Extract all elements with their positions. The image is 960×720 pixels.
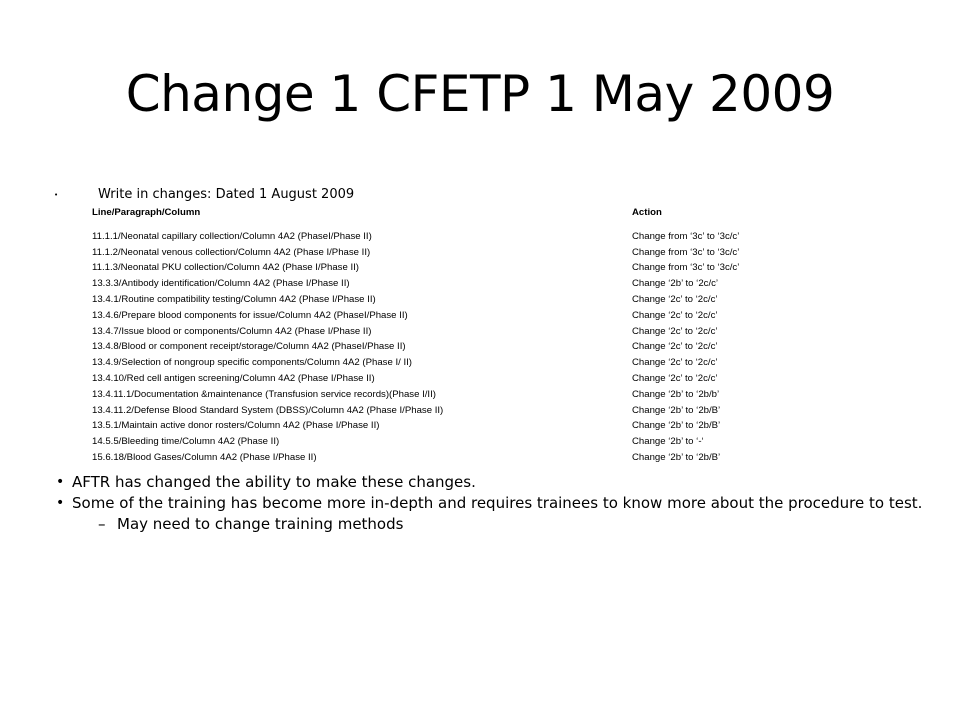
table-cell-line: 13.5.1/Maintain active donor rosters/Column 4A2 (Phase I/Phase II) [92, 420, 380, 432]
table-row [92, 371, 934, 387]
table-cell-line: 15.6.18/Blood Gases/Column 4A2 (Phase I/Phase II) [92, 451, 317, 463]
intro-bullet [54, 186, 934, 204]
table-cell-action: Change ‘2c’ to ‘2c/c’ [632, 372, 718, 384]
table-cell-line: 13.4.7/Issue blood or components/Column 4A2 (Phase I/Phase II) [92, 325, 372, 337]
bullet-training-text: Some of the training has become more in-depth and requires trainees to know more about the procedure to test. [72, 493, 923, 512]
table-header-line: Line/Paragraph/Column [92, 207, 201, 218]
table-row [92, 308, 934, 324]
table-cell-action: Change ‘2b’ to ‘2c/c’ [632, 278, 719, 290]
table-cell-line: 13.4.1/Routine compatibility testing/Column 4A2 (Phase I/Phase II) [92, 293, 376, 305]
table-cell-line: 11.1.2/Neonatal venous collection/Column 4A2 (Phase I/Phase II) [92, 246, 371, 258]
table-row [92, 403, 934, 419]
table-cell-line: 13.4.10/Red cell antigen screening/Column 4A2 (Phase I/Phase II) [92, 372, 375, 384]
table-cell-line: 13.4.11.2/Defense Blood Standard System (DBSS)/Column 4A2 (Phase I/Phase II) [92, 404, 444, 416]
changes-table [92, 205, 934, 466]
table-cell-action: Change ‘2b’ to ‘2b/B’ [632, 420, 721, 432]
table-cell-line: 13.4.6/Prepare blood components for issue/Column 4A2 (PhaseI/Phase II) [92, 309, 408, 321]
table-spacer [92, 221, 934, 229]
bullet-training [54, 495, 934, 512]
dash-icon: – [98, 514, 106, 533]
slide-title: Change 1 CFETP 1 May 2009 [125, 65, 835, 123]
bullet-aftr [54, 474, 934, 491]
table-row [92, 292, 934, 308]
slide-body [54, 186, 934, 533]
table-cell-action: Change ‘2b’ to ‘2b/B’ [632, 404, 721, 416]
table-row [92, 418, 934, 434]
table-row [92, 434, 934, 450]
table-cell-action: Change ‘2b’ to ‘-‘ [632, 436, 704, 448]
table-header-row [92, 205, 934, 221]
table-cell-line: 13.4.8/Blood or component receipt/storage/Column 4A2 (PhaseI/Phase II) [92, 341, 406, 353]
table-cell-line: 14.5.5/Bleeding time/Column 4A2 (Phase II) [92, 436, 280, 448]
table-cell-line: 13.3.3/Antibody identification/Column 4A2 (Phase I/Phase II) [92, 278, 350, 290]
table-row [92, 276, 934, 292]
table-row [92, 387, 934, 403]
table-cell-line: 13.4.9/Selection of nongroup specific components/Column 4A2 (Phase I/ II) [92, 357, 412, 369]
table-row [92, 324, 934, 340]
table-row [92, 355, 934, 371]
table-cell-action: Change ‘2c’ to ‘2c/c’ [632, 341, 718, 353]
table-cell-line: 11.1.3/Neonatal PKU collection/Column 4A2 (Phase I/Phase II) [92, 262, 359, 274]
table-row [92, 450, 934, 466]
table-row [92, 260, 934, 276]
table-cell-action: Change from ‘3c’ to ‘3c/c’ [632, 246, 740, 258]
table-cell-action: Change from ‘3c’ to ‘3c/c’ [632, 262, 740, 274]
bullet-dot-icon: • [56, 494, 65, 511]
table-cell-action: Change ‘2c’ to ‘2c/c’ [632, 309, 718, 321]
table-cell-action: Change ‘2c’ to ‘2c/c’ [632, 325, 718, 337]
table-header-action: Action [632, 207, 662, 218]
table-cell-action: Change ‘2b’ to ‘2b/b’ [632, 388, 720, 400]
table-cell-action: Change ‘2c’ to ‘2c/c’ [632, 357, 718, 369]
sub-bullet-text: May need to change training methods [117, 514, 404, 533]
sub-bullet-methods [54, 516, 934, 533]
table-row [92, 229, 934, 245]
table-row [92, 245, 934, 261]
bullet-dot-icon: • [56, 473, 65, 490]
intro-bullet-text: Write in changes: Dated 1 August 2009 [98, 187, 355, 202]
bullet-aftr-text: AFTR has changed the ability to make these changes. [72, 472, 476, 491]
table-cell-line: 13.4.11.1/Documentation &maintenance (Transfusion service records)(Phase I/II) [92, 388, 436, 400]
table-row [92, 339, 934, 355]
table-rows [92, 229, 934, 466]
table-cell-action: Change ‘2b’ to ‘2b/B’ [632, 451, 721, 463]
table-cell-action: Change ‘2c’ to ‘2c/c’ [632, 293, 718, 305]
table-cell-line: 11.1.1/Neonatal capillary collection/Column 4A2 (PhaseI/Phase II) [92, 230, 372, 242]
table-cell-action: Change from ‘3c’ to ‘3c/c’ [632, 230, 740, 242]
bullet-dot-icon: • [54, 191, 59, 199]
